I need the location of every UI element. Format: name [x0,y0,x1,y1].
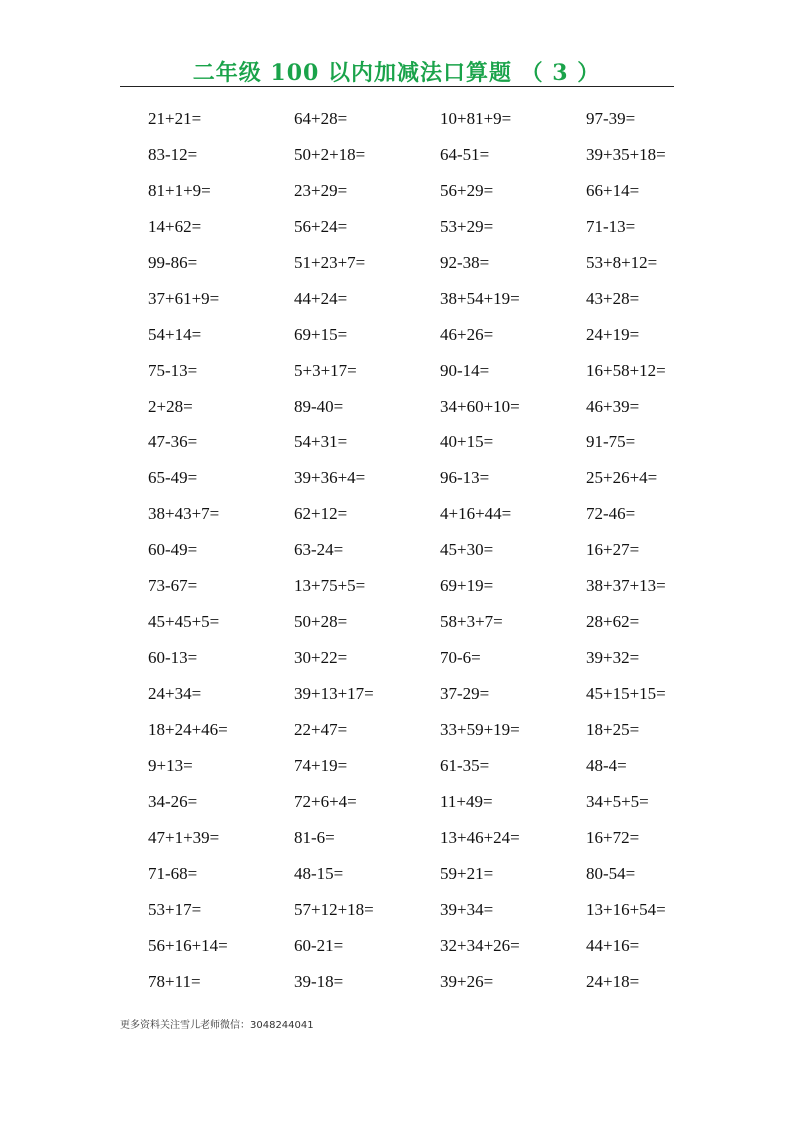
math-problem: 10+81+9= [440,109,512,128]
math-problem: 64+28= [294,109,348,128]
math-problem: 60-13= [148,648,198,668]
math-problem: 24+34= [148,684,202,703]
math-problem: 56+24= [294,216,348,236]
math-problem: 69+15= [294,324,348,344]
math-problem: 39+32= [586,648,640,668]
math-problem: 30+22= [294,648,348,668]
math-problem: 53+17= [148,899,202,919]
math-problem: 54+14= [148,324,202,344]
math-problem: 60-21= [294,935,344,955]
math-problem: 90-14= [440,360,490,380]
math-problem: 53+8+12= [586,252,658,272]
math-problem: 24+19= [586,324,640,344]
math-problem: 21+21= [148,109,202,128]
math-problem: 18+25= [586,719,640,739]
math-problem: 48-15= [294,863,344,883]
page-title: 二年级 100 以内加减法口算题 （ 3 ） [192,60,601,86]
math-problem: 9+13= [148,755,193,775]
math-problem: 72+6+4= [294,791,357,811]
math-problem: 47+1+39= [148,827,220,847]
math-problem: 50+2+18= [294,144,366,164]
math-problem: 13+16+54= [586,899,666,919]
math-problem: 34-26= [148,791,198,811]
math-problem: 13+75+5= [294,576,366,596]
math-problem: 13+46+24= [440,827,520,847]
math-problem: 50+28= [294,612,348,632]
math-problem: 62+12= [294,504,348,524]
math-problem: 58+3+7= [440,612,503,632]
math-problem: 37-29= [440,684,490,703]
math-problem: 39-18= [294,971,344,991]
math-problem: 24+18= [586,971,640,991]
math-problem: 69+19= [440,576,494,596]
math-problem: 16+72= [586,827,640,847]
math-problem: 81+1+9= [148,180,211,200]
math-problem: 70-6= [440,648,481,668]
math-problem: 46+39= [586,396,640,416]
math-problem: 32+34+26= [440,935,520,955]
math-problem: 11+49= [440,791,493,811]
math-problem: 25+26+4= [586,468,658,488]
math-problem: 34+60+10= [440,396,520,416]
math-problem: 81-6= [294,827,335,847]
math-problem: 45+30= [440,540,494,560]
math-problem: 75-13= [148,360,198,380]
math-problem: 37+61+9= [148,288,220,308]
math-problem: 38+54+19= [440,288,520,308]
math-problem: 51+23+7= [294,252,366,272]
math-problem: 72-46= [586,504,636,524]
math-problem: 28+62= [586,612,640,632]
math-problem: 44+16= [586,935,640,955]
math-problem: 45+45+5= [148,612,220,632]
math-problem: 56+16+14= [148,935,228,955]
math-problem: 46+26= [440,324,494,344]
math-problem: 78+11= [148,971,201,991]
math-problem: 47-36= [148,432,198,452]
math-problem: 65-49= [148,468,198,488]
math-problem: 73-67= [148,576,198,596]
math-problem: 96-13= [440,468,490,488]
math-problem: 48-4= [586,755,627,775]
math-problem: 63-24= [294,540,344,560]
problem-grid [148,105,732,1003]
math-problem: 44+24= [294,288,348,308]
math-problem: 57+12+18= [294,899,374,919]
math-problem: 61-35= [440,755,490,775]
math-problem: 43+28= [586,288,640,308]
math-problem: 91-75= [586,432,636,452]
math-problem: 4+16+44= [440,504,512,524]
math-problem: 64-51= [440,144,490,164]
math-problem: 39+34= [440,899,494,919]
math-problem: 39+13+17= [294,684,374,703]
math-problem: 59+21= [440,863,494,883]
math-problem: 34+5+5= [586,791,649,811]
math-problem: 60-49= [148,540,198,560]
math-problem: 99-86= [148,252,198,272]
math-problem: 89-40= [294,396,344,416]
math-problem: 16+27= [586,540,640,560]
math-problem: 33+59+19= [440,719,520,739]
math-problem: 53+29= [440,216,494,236]
math-problem: 45+15+15= [586,684,666,703]
math-problem: 71-13= [586,216,636,236]
math-problem: 14+62= [148,216,202,236]
math-problem: 92-38= [440,252,490,272]
math-problem: 56+29= [440,180,494,200]
math-problem: 71-68= [148,863,198,883]
math-problem: 18+24+46= [148,719,228,739]
math-problem: 97-39= [586,109,636,128]
math-problem: 22+47= [294,719,348,739]
math-problem: 83-12= [148,144,198,164]
math-problem: 39+26= [440,971,494,991]
footer-note: 更多资料关注雪儿老师微信：3048244041 [120,1020,314,1031]
math-problem: 40+15= [440,432,494,452]
math-problem: 38+43+7= [148,504,220,524]
title-divider [120,86,674,87]
math-problem: 66+14= [586,180,640,200]
math-problem: 54+31= [294,432,348,452]
math-problem: 5+3+17= [294,360,357,380]
math-problem: 39+35+18= [586,144,666,164]
math-problem: 74+19= [294,755,348,775]
math-problem: 80-54= [586,863,636,883]
math-problem: 16+58+12= [586,360,666,380]
math-problem: 23+29= [294,180,348,200]
math-problem: 2+28= [148,396,193,416]
math-problem: 39+36+4= [294,468,366,488]
math-problem: 38+37+13= [586,576,666,596]
